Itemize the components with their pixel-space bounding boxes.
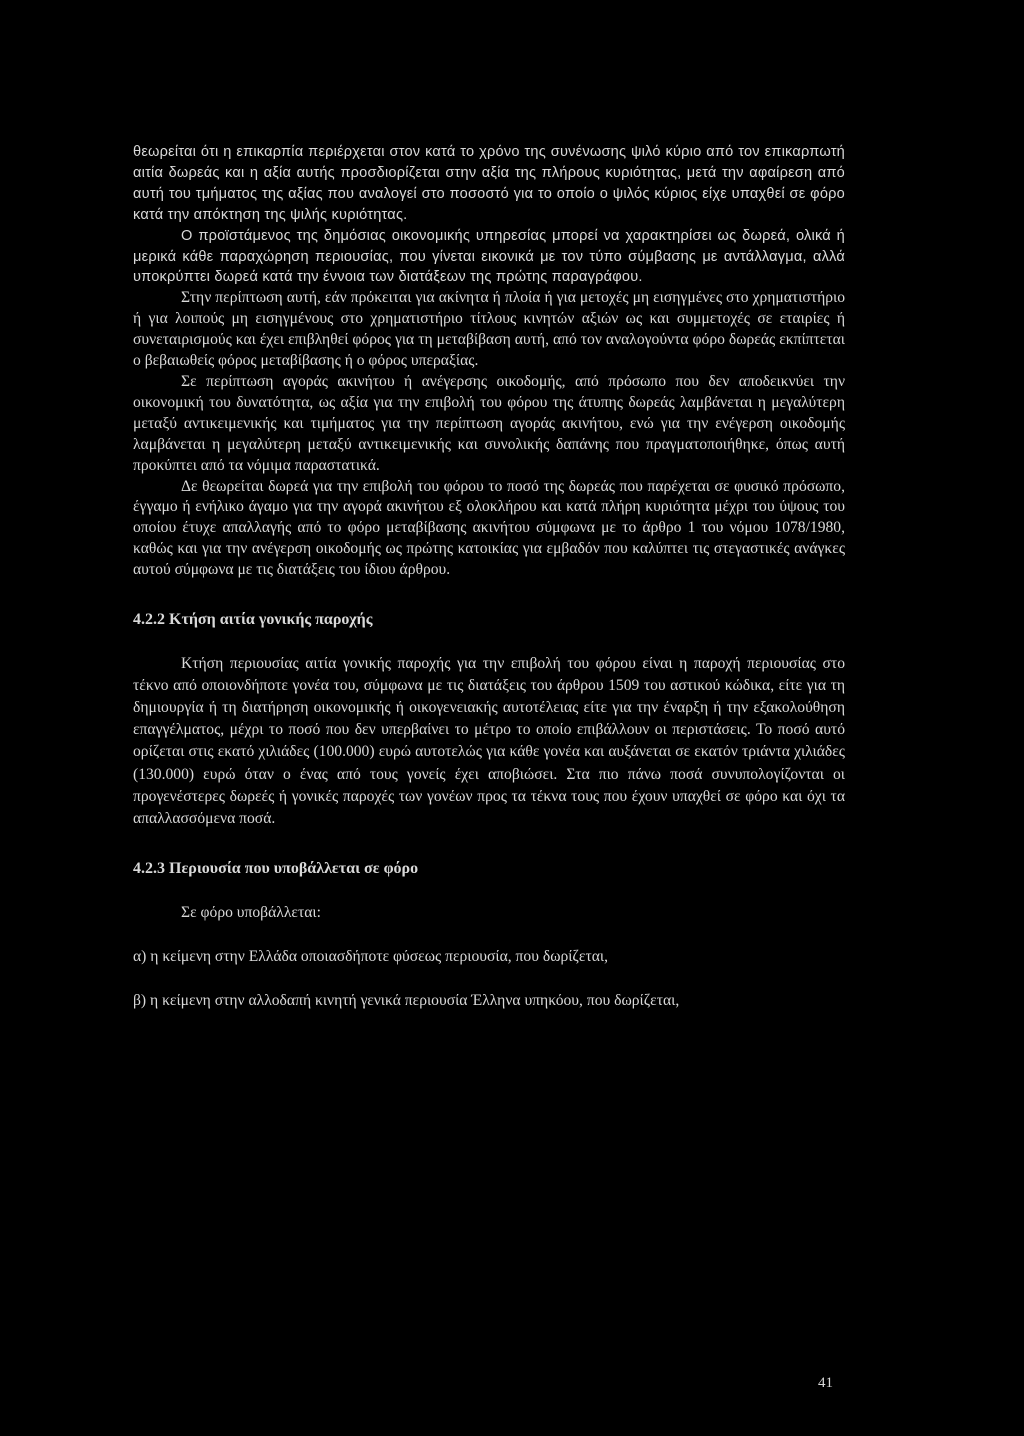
paragraph-taxable-intro: Σε φόρο υποβάλλεται:	[181, 903, 321, 921]
paragraph-fictitious-donation: Ο προϊστάμενος της δημόσιας οικονομικής υπηρεσίας μπορεί να χαρακτηρίσει ως δωρεά, ολικά ή μερικά κάθε παραχώρηση περιουσίας, που γίνεται εικονικά με τον τύπο σύμβασης με αντάλλαγμα, αλλά υποκρύπτει δωρεά κατά την έννοια των διατάξεων της πρώτης παραγράφου.	[133, 227, 845, 286]
paragraph-property-purchase: Σε περίπτωση αγοράς ακινήτου ή ανέγερσης οικοδομής, από πρόσωπο που δεν αποδεικνύει την οικονομική του δυνατότητα, ως αξία για την επιβολή του φόρου της άτυπης δωρεάς λαμβάνεται η μεγαλύτερη μεταξύ αντικειμενικής και τιμήματος για την περίπτωση αγοράς ακινήτου, ενώ για την ενέγερση οικοδομής λαμβάνεται η μεγαλύτερη μεταξύ αντικειμενικής και συνολικής δαπάνης που πραγματοποιήθηκε, όπως αυτή προκύπτει από τα νόμιμα παραστατικά.	[133, 372, 845, 474]
list-item: β) η κείμενη στην αλλοδαπή κινητή γενικά περιουσία Έλληνα υπηκόου, που δωρίζεται,	[133, 991, 680, 1009]
section-number: 4.2.2	[133, 611, 165, 629]
paragraph-exemption: Δε θεωρείται δωρεά για την επιβολή του φόρου το ποσό της δωρεάς που παρέχεται σε φυσικό πρόσωπο, έγγαμο ή ενήλικο άγαμο για την αγορά ακινήτου εξ ολοκλήρου και κατά πλήρη κυριότητα μέχρι του ύψους του οποίου έτυχε απαλλαγής από το φόρο μεταβίβασης ακινήτου σύμφωνα με το άρθρο 1 του νόμου 1078/1980, καθώς και για την ανέγερση οικοδομής ως πρώτης κατοικίας για εμβαδόν που καλύπτει τις στεγαστικές ανάγκες αυτού σύμφωνα με τις διατάξεις του ίδιου άρθρου.	[133, 477, 845, 579]
section-title: Κτήση αιτία γονικής παροχής	[169, 611, 373, 629]
paragraph-transfer-tax-deduction: Στην περίπτωση αυτή, εάν πρόκειται για ακίνητα ή πλοία ή για μετοχές μη εισηγμένες στο χρηματιστήριο ή για λοιπούς μη εισηγμένους στο χρηματιστήριο τίτλους κινητών αξιών ως και συμμετοχές σε εταιρίες ή συνεταιρισμούς και έχει επιβληθεί φόρος για τη μεταβίβαση αυτή, από τον αναλογούντα φόρο δωρεάς εκπίπτεται ο βεβαιωθείς φόρος μεταβίβασης ή ο φόρος υπεραξίας.	[133, 289, 845, 370]
paragraph-usufruct: θεωρείται ότι η επικαρπία περιέρχεται στον κατά το χρόνο της συνένωσης ψιλό κύριο από τον επικαρπωτή αιτία δωρεάς και η αξία αυτής προσδιορίζεται στην αξία της πλήρους κυριότητας, μετά την αφαίρεση από αυτή του τμήματος της αξίας που αναλογεί στο ποσοστό για το οποίο ο ψιλός κύριος είχε υπαχθεί σε φόρο κατά την απόκτηση της ψιλής κυριότητας.	[133, 144, 845, 223]
section-heading-4-2-2	[133, 609, 845, 631]
list-item: α) η κείμενη στην Ελλάδα οποιασδήποτε φύσεως περιουσία, που δωρίζεται,	[133, 947, 608, 965]
document-page	[133, 142, 845, 1012]
section-title: Περιουσία που υποβάλλεται σε φόρο	[169, 859, 419, 877]
page-number: 41	[818, 1375, 833, 1391]
section-heading-4-2-3	[133, 858, 845, 880]
section-number: 4.2.3	[133, 859, 165, 877]
paragraph-parental-gift: Κτήση περιουσίας αιτία γονικής παροχής για την επιβολή του φόρου είναι η παροχή περιουσίας στο τέκνο από οποιονδήποτε γονέα του, σύμφωνα με τις διατάξεις του άρθρου 1509 του αστικού κώδικα, είτε για τη δημιουργία ή τη διατήρηση οικονομικής ή οικογενειακής αυτοτέλειας είτε για την έναρξη ή την εξακολούθηση επαγγέλματος, μέχρι το ποσό που δεν υπερβαίνει το μέτρο το οποίο επιβάλλουν οι περιστάσεις. Το ποσό αυτό ορίζεται στις εκατό χιλιάδες (100.000) ευρώ αυτοτελώς για κάθε γονέα και αυξάνεται σε εκατόν τριάντα χιλιάδες (130.000) ευρώ όταν ο ένας από τους γονείς έχει αποβιώσει. Στα πιο πάνω ποσά συνυπολογίζονται οι προγενέστερες δωρεές ή γονικές παροχές των γονέων προς τα τέκνα τους που έχουν υπαχθεί σε φόρο και όχι τα απαλλασσόμενα ποσά.	[133, 655, 845, 827]
